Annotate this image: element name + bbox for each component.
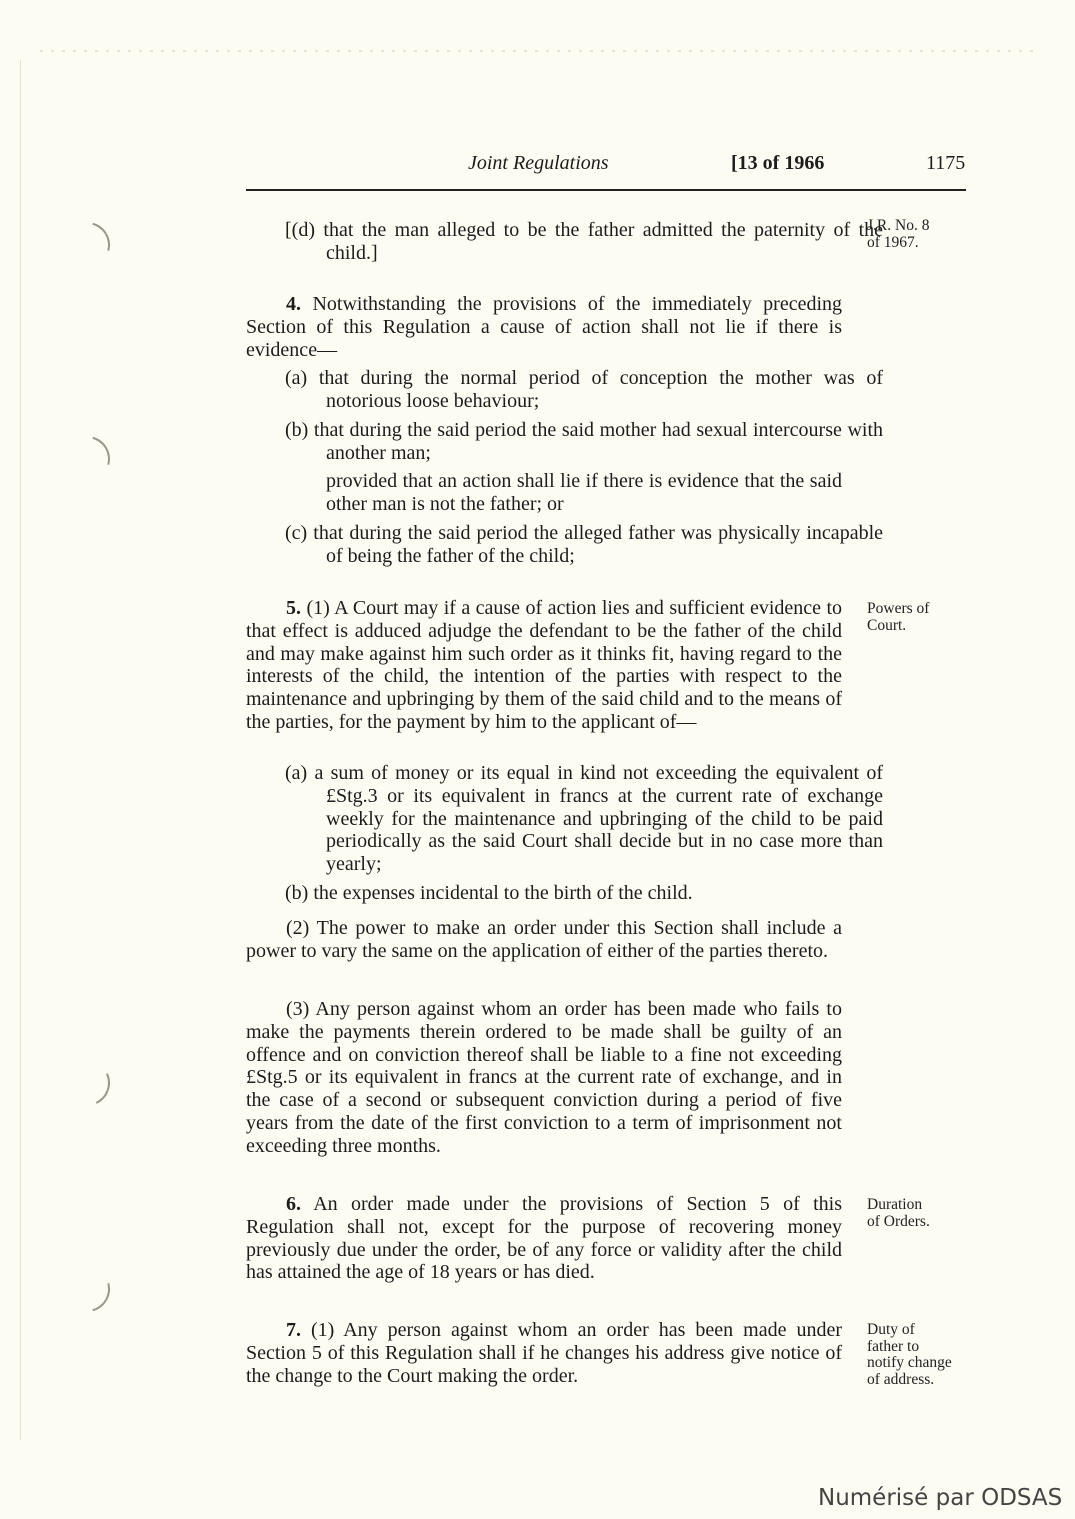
page-top-edge	[40, 50, 1040, 52]
punch-hole	[56, 214, 119, 277]
punch-hole	[56, 1258, 119, 1321]
section-4-proviso: provided that an action shall lie if there is evidence that the said other man is not the father; or	[326, 470, 842, 515]
section-4-item-a: (a) that during the normal period of conception the mother was of notorious loose behaviour;	[285, 367, 883, 412]
section-3-item-d: [(d) that the man alleged to be the father admitted the paternity of the child.]	[285, 219, 883, 264]
margin-note-line: notify change	[867, 1354, 952, 1371]
running-head-title: Joint Regulations	[468, 152, 609, 174]
margin-note-duty	[867, 1322, 952, 1388]
margin-note-line: of 1967.	[867, 233, 919, 251]
margin-note-line: Duty of	[867, 1321, 915, 1338]
section-4-text: Notwithstanding the provisions of the immediately preceding Section of this Regulation a cause of action shall not lie if there is evidence—	[246, 293, 843, 361]
section-number: 4.	[286, 293, 301, 315]
header-rule	[246, 189, 966, 191]
section-number: 6.	[286, 1193, 301, 1215]
section-4-item-c: (c) that during the said period the alleged father was physically incapable of being the father of the child;	[285, 522, 883, 567]
running-head-act: [13 of 1966	[731, 152, 825, 174]
section-5-subsection-1	[246, 597, 842, 734]
margin-note-line: of address.	[867, 1370, 935, 1388]
section-5-subsection-2: (2) The power to make an order under this Section shall include a power to vary the same on the application of either of the parties thereto.	[246, 917, 842, 962]
margin-note-jr	[867, 218, 929, 251]
margin-note-line: of Orders.	[867, 1212, 930, 1230]
section-5-item-a: (a) a sum of money or its equal in kind not exceeding the equivalent of £Stg.3 or its equivalent in francs at the current rate of exchange weekly for the maintenance and upbringing of the child to be paid periodically as the said Court shall decide but in no case more than yearly;	[285, 762, 883, 876]
margin-note-line: Court.	[867, 616, 907, 634]
margin-note-powers	[867, 601, 929, 634]
margin-note-duration	[867, 1197, 930, 1230]
section-5-subsection-3: (3) Any person against whom an order has been made who fails to make the payments therein ordered to be made shall be guilty of an offence and on conviction thereof shall be liable to a fine not exceeding £Stg.5 or its equivalent in francs at the current rate of exchange, and in the case of a second or subsequent conviction during a period of five years from the date of the first conviction to a term of imprisonment not exceeding three months.	[246, 998, 842, 1157]
margin-note-line: father to	[867, 1337, 920, 1355]
section-4	[246, 293, 842, 361]
section-number: 7.	[286, 1319, 301, 1341]
section-5-1-text: (1) A Court may if a cause of action lies and sufficient evidence to that effect is adduced adjudge the defendant to be the father of the child and may make against him such order as it thinks fit, having regard to the interests of the child, the intention of the parties with respect to the maintenance and upbringing by them of the said child and to the means of the parties, for the payment by him to the applicant of—	[246, 597, 842, 733]
section-7	[246, 1319, 842, 1387]
margin-note-line: J.R. No. 8	[867, 217, 930, 234]
section-6	[246, 1193, 842, 1284]
section-number: 5.	[286, 597, 301, 619]
section-4-item-b: (b) that during the said period the said mother had sexual intercourse with another man;	[285, 419, 883, 464]
scan-credit: Numérisé par ODSAS	[818, 1485, 1063, 1511]
page-number: 1175	[926, 152, 966, 174]
punch-hole	[58, 1054, 117, 1113]
margin-note-line: Powers of	[867, 600, 930, 617]
section-5-item-b: (b) the expenses incidental to the birth of the child.	[285, 882, 693, 904]
page-edge	[20, 60, 21, 1440]
punch-hole	[56, 428, 119, 491]
section-6-text: An order made under the provisions of Section 5 of this Regulation shall not, except for the purpose of recovering money previously due under the order, be of any force or validity after the child has attained the age of 18 years or has died.	[246, 1193, 842, 1284]
running-head	[246, 152, 966, 178]
margin-note-line: Duration	[867, 1196, 923, 1213]
section-7-text: (1) Any person against whom an order has been made under Section 5 of this Regulation shall if he changes his address give notice of the change to the Court making the order.	[246, 1319, 843, 1387]
